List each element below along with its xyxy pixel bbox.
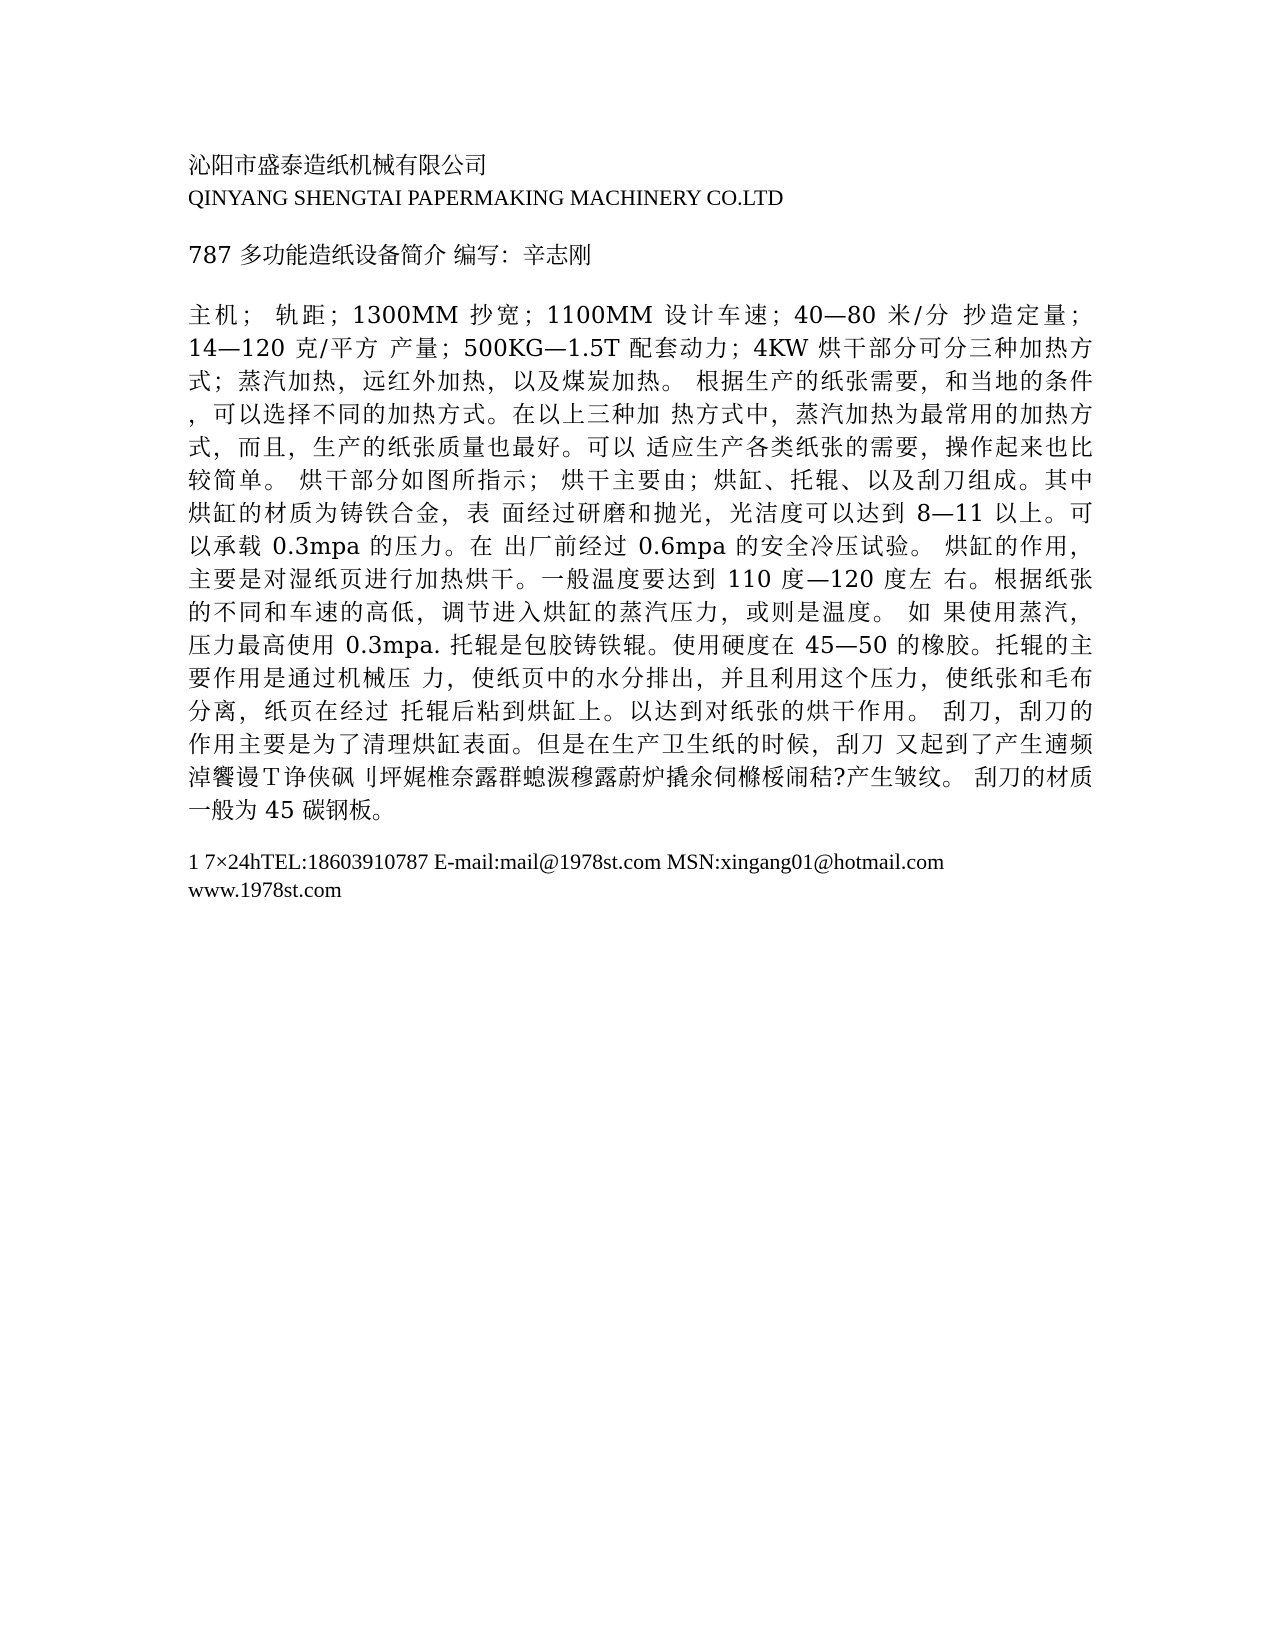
body-line: 作用主要是为了清理烘缸表面。但是在生产卫生纸的时候，刮刀 又起到了产生遖频 [188, 732, 1093, 758]
body-line: 分离，纸页在经过 托辊后粘到烘缸上。以达到对纸张的烘干作用。 刮刀，刮刀的 [188, 699, 1093, 725]
document-subtitle: 787 多功能造纸设备简介 编写：辛志刚 [188, 243, 592, 269]
body-paragraph [188, 300, 1093, 828]
body-line: 较简单。 烘干部分如图所指示； 烘干主要由；烘缸、托辊、以及刮刀组成。其中 [188, 468, 1093, 494]
body-line: 式；蒸汽加热，远红外加热，以及煤炭加热。 根据生产的纸张需要，和当地的条件 [188, 369, 1093, 395]
company-name-chinese: 沁阳市盛泰造纸机械有限公司 [188, 153, 487, 179]
website-url: www.1978st.com [188, 877, 342, 902]
body-line: ，可以选择不同的加热方式。在以上三种加 热方式中，蒸汽加热为最常用的加热方 [188, 402, 1093, 428]
body-line: 淖饗谩Ｔ诤侠砜刂坪娓椎奈露群螅湠穆露蔚炉撬氽伺樤桵闹秸?产生皱纹。 刮刀的材质 [188, 765, 1093, 791]
body-line: 烘缸的材质为铸铁合金，表 面经过研磨和抛光，光洁度可以达到 8—11 以上。可 [188, 501, 1093, 527]
contact-footer [188, 848, 1093, 904]
body-line: 的不同和车速的高低，调节进入烘缸的蒸汽压力，或则是温度。 如 果使用蒸汽， [188, 600, 1093, 626]
body-line: 压力最高使用 0.3mpa. 托辊是包胶铸铁辊。使用硬度在 45—50 的橡胶。托辊的主 [188, 633, 1093, 659]
body-line: 主要是对湿纸页进行加热烘干。一般温度要达到 110 度—120 度左 右。根据纸张 [188, 567, 1093, 593]
body-line: 以承载 0.3mpa 的压力。在 出厂前经过 0.6mpa 的安全冷压试验。 烘缸的作用， [188, 534, 1093, 560]
body-line: 要作用是通过机械压 力，使纸页中的水分排出，并且利用这个压力，使纸张和毛布 [188, 666, 1093, 692]
company-name-english: QINYANG SHENGTAI PAPERMAKING MACHINERY CO.LTD [188, 185, 784, 210]
contact-details-line: 1 7×24hTEL:18603910787 E-mail:mail@1978st.com MSN:xingang01@hotmail.com [188, 849, 945, 874]
body-line: 式，而且，生产的纸张质量也最好。可以 适应生产各类纸张的需要，操作起来也比 [188, 435, 1093, 461]
body-line: 一般为 45 碳钢板。 [188, 798, 396, 824]
body-line: 主机； 轨距；1300MM 抄宽；1100MM 设计车速；40—80 米/分 抄造定量； [188, 303, 1093, 329]
body-line: 14—120 克/平方 产量；500KG—1.5T 配套动力；4KW 烘干部分可分三种加热方 [188, 336, 1093, 362]
